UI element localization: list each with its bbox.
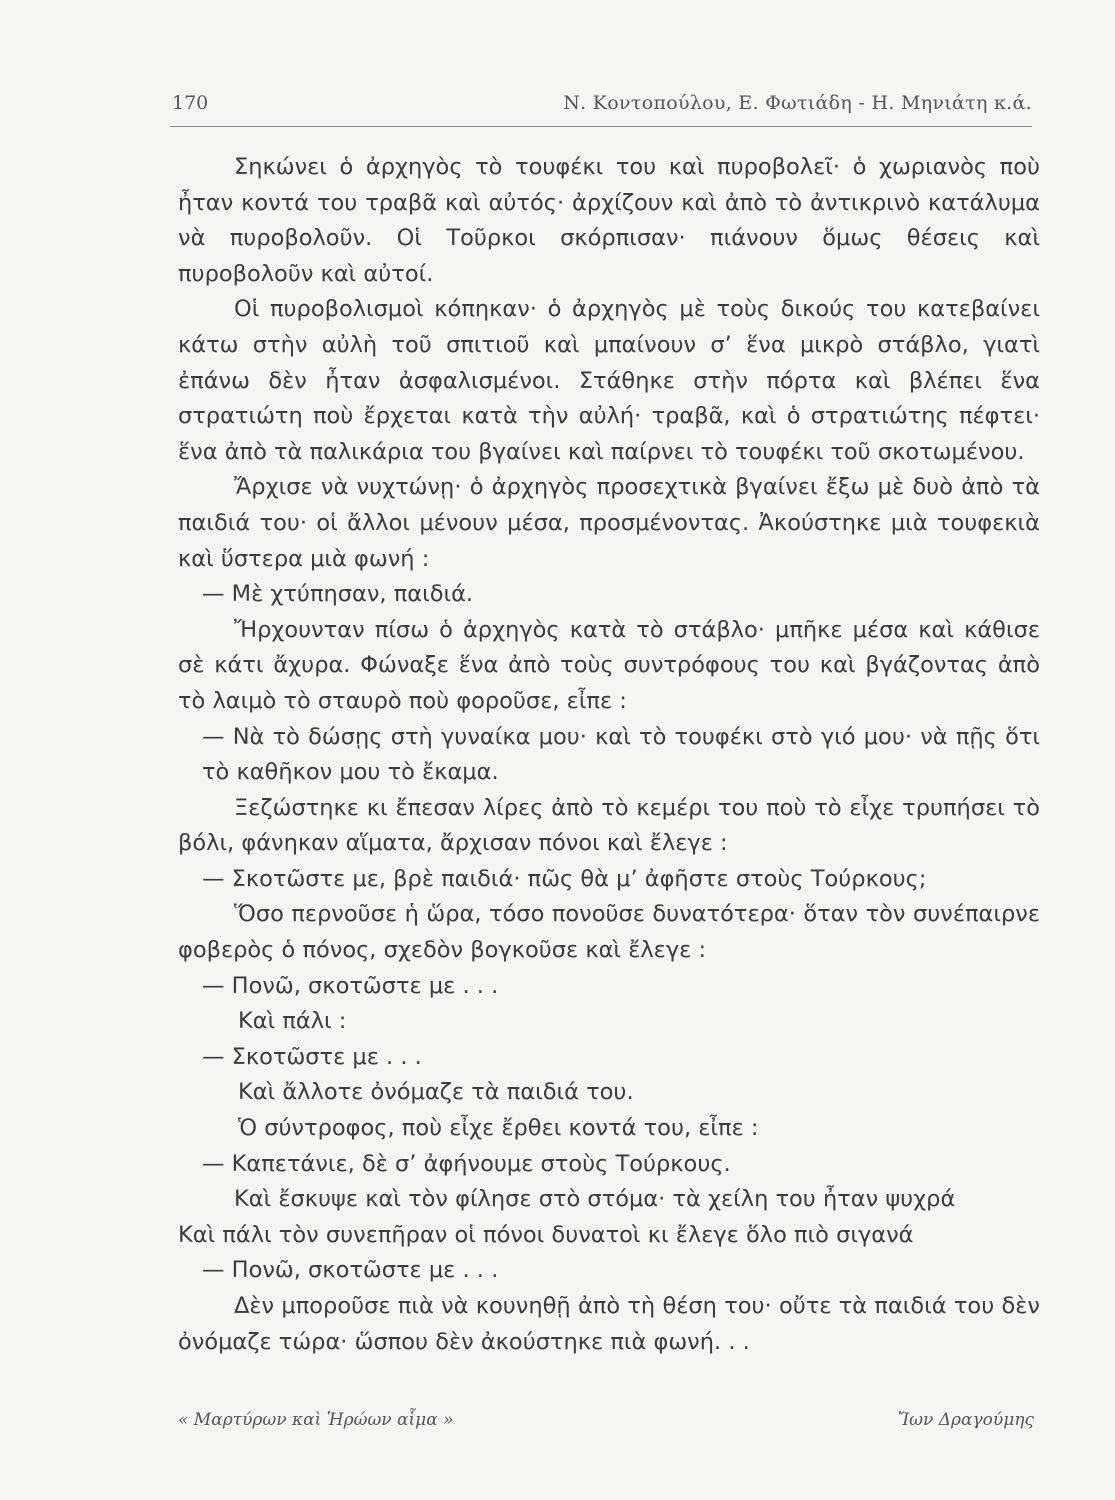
header-rule xyxy=(170,126,1032,127)
dialogue-line: — Σκοτῶστε με, βρὲ παιδιά· πῶς θὰ μ’ ἀφῆστε στοὺς Τούρκους; xyxy=(202,865,927,892)
dialogue-line: — Πονῶ, σκοτῶστε με . . . xyxy=(202,1257,499,1284)
dialogue-line: — Νὰ τὸ δώσῃς στὴ γυναίκα μου· καὶ τὸ τουφέκι στὸ γιό μου· νὰ πῇς ὅτι τὸ καθῆκον μου τὸ ἔκαμα. xyxy=(202,723,1040,786)
dialogue-line: — Σκοτῶστε με . . . xyxy=(202,1043,422,1070)
body-text xyxy=(178,150,1040,1360)
dialogue-line: — Πονῶ, σκοτῶστε με . . . xyxy=(202,972,499,999)
paragraph: Ξεζώστηκε κι ἔπεσαν λίρες ἀπὸ τὸ κεμέρι του ποὺ τὸ εἶχε τρυπήσει τὸ βόλι, φάνηκαν αἵματα, ἄρχισαν πόνοι καὶ ἔλεγε : xyxy=(178,794,1040,857)
paragraph: Καὶ πάλι τὸν συνεπῆραν οἱ πόνοι δυνατοὶ κι ἔλεγε ὅλο πιὸ σιγανά xyxy=(178,1221,914,1248)
paragraph: Σηκώνει ὁ ἀρχηγὸς τὸ τουφέκι του καὶ πυροβολεῖ· ὁ χωριανὸς ποὺ ἦταν κοντά του τραβᾶ καὶ αὐτός· ἀρχίζουν καὶ ἀπὸ τὸ ἀντικρινὸ κατάλυμα νὰ πυροβολοῦν. Οἱ Τοῦρκοι σκόρπισαν· πιάνουν ὅμως θέσεις καὶ πυροβολοῦν καὶ αὐτοί. xyxy=(178,154,1040,287)
dialogue-line: — Καπετάνιε, δὲ σ’ ἀφήνουμε στοὺς Τούρκους. xyxy=(202,1150,731,1177)
paragraph: Ἄρχισε νὰ νυχτώνῃ· ὁ ἀρχηγὸς προσεχτικὰ βγαίνει ἔξω μὲ δυὸ ἀπὸ τὰ παιδιά του· οἱ ἄλλοι μένουν μέσα, προσμένοντας. Ἀκούστηκε μιὰ τουφεκιὰ καὶ ὕστερα μιὰ φωνή : xyxy=(178,474,1040,572)
page-number: 170 xyxy=(172,92,209,114)
paragraph: Ὅσο περνοῦσε ἡ ὥρα, τόσο πονοῦσε δυνατότερα· ὅταν τὸν συνέπαιρνε φοβερὸς ὁ πόνος, σχεδὸν βογκοῦσε καὶ ἔλεγε : xyxy=(178,901,1040,964)
paragraph: Δὲν μποροῦσε πιὰ νὰ κουνηθῇ ἀπὸ τὴ θέση του· οὔτε τὰ παιδιά του δὲν ὀνόμαζε τώρα· ὥσπου δὲν ἀκούστηκε πιὰ φωνή. . . xyxy=(178,1293,1040,1355)
dialogue-line: — Μὲ χτύπησαν, παιδιά. xyxy=(202,581,474,608)
paragraph: Καὶ ἔσκυψε καὶ τὸν φίλησε στὸ στόμα· τὰ χείλη του ἦταν ψυχρά xyxy=(234,1186,956,1213)
paragraph: Ἤρχουνταν πίσω ὁ ἀρχηγὸς κατὰ τὸ στάβλο· μπῆκε μέσα καὶ κάθισε σὲ κάτι ἄχυρα. Φώναξε ἕνα ἀπὸ τοὺς συντρόφους του καὶ βγάζοντας ἀπὸ τὸ λαιμὸ τὸ σταυρὸ ποὺ φοροῦσε, εἶπε : xyxy=(178,616,1040,714)
page-header xyxy=(172,84,1032,124)
paragraph: Καὶ πάλι : xyxy=(238,1008,347,1035)
paragraph: Καὶ ἄλλοτε ὀνόμαζε τὰ παιδιά του. xyxy=(238,1079,634,1106)
paragraph: Ὁ σύντροφος, ποὺ εἶχε ἔρθει κοντά του, εἶπε : xyxy=(238,1115,759,1142)
paragraph: Οἱ πυροβολισμοὶ κόπηκαν· ὁ ἀρχηγὸς μὲ τοὺς δικούς του κατεβαίνει κάτω στὴν αὐλὴ τοῦ σπιτιοῦ καὶ μπαίνουν σ’ ἕνα μικρὸ στάβλο, γιατὶ ἐπάνω δὲν ἦταν ἀσφαλισμένοι. Στάθηκε στὴν πόρτα καὶ βλέπει ἕνα στρατιώτη ποὺ ἔρχεται κατὰ τὴν αὐλή· τραβᾶ, καὶ ὁ στρατιώτης πέφτει· ἕνα ἀπὸ τὰ παλικάρια του βγαίνει καὶ παίρνει τὸ τουφέκι τοῦ σκοτωμένου. xyxy=(178,296,1040,465)
author-signature: Ἴων Δραγούμης xyxy=(897,1410,1034,1430)
source-citation: « Μαρτύρων καὶ Ἡρώων αἷμα » xyxy=(178,1410,454,1430)
page-footer xyxy=(178,1402,1034,1438)
running-title: Ν. Κοντοπούλου, Ε. Φωτιάδη - Η. Μηνιάτη κ.ά. xyxy=(563,92,1032,114)
